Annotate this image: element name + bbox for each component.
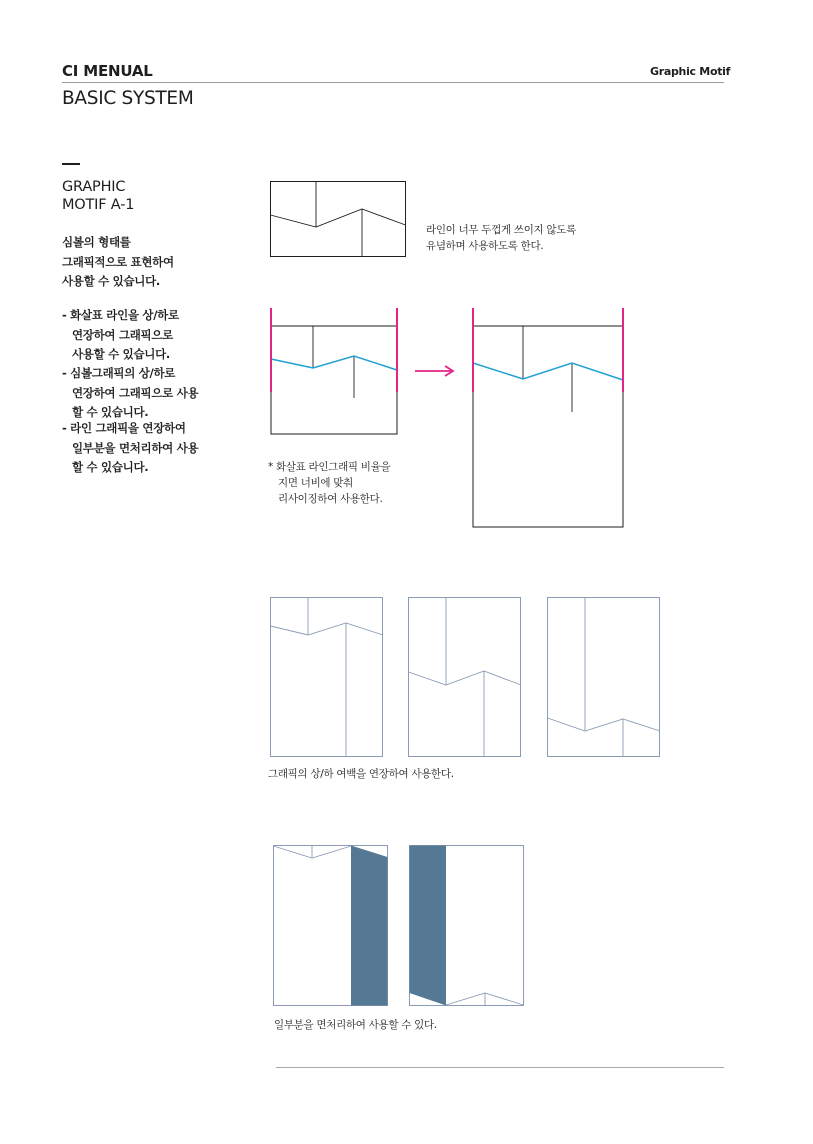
page-title: BASIC SYSTEM: [62, 88, 194, 109]
bullet-line: 할 수 있습니다.: [72, 405, 149, 419]
bullet-line: - 화살표 라인을 상/하로: [62, 308, 179, 322]
intro-line: 심볼의 형태를: [62, 235, 131, 249]
motif-resize-small-figure: [266, 306, 402, 436]
section-dash: [62, 163, 80, 165]
bullet-line: 할 수 있습니다.: [72, 460, 149, 474]
bullet-line: 연장하여 그래픽으로 사용: [72, 385, 199, 400]
intro-text: [62, 233, 174, 292]
header-divider: [62, 82, 724, 83]
intro-line: 그래픽적으로 표현하여: [62, 254, 174, 269]
motif-fill-figure-right: [273, 845, 389, 1007]
right-arrow-icon: [412, 362, 458, 380]
footer-divider: [276, 1067, 724, 1068]
motif-extend-figure-top: [270, 597, 384, 758]
motif-extend-figure-bottom: [547, 597, 661, 758]
bullet-item: [62, 306, 179, 365]
motif-title-line: GRAPHIC: [62, 179, 126, 195]
bullet-item: [62, 364, 198, 423]
brand-title: CI MENUAL: [62, 62, 153, 80]
motif-basic-figure: [270, 181, 406, 257]
line-weight-note: [426, 222, 576, 254]
note-line: * 화살표 라인그래픽 비율을: [268, 461, 391, 473]
bullet-item: [62, 419, 198, 478]
intro-line: 사용할 수 있습니다.: [62, 274, 160, 288]
motif-title-line: MOTIF A-1: [62, 197, 135, 213]
note-line: 라인이 너무 두껍게 쓰이지 않도록: [426, 224, 576, 236]
motif-fill-figure-left: [409, 845, 525, 1007]
fill-caption: 일부분을 면처리하여 사용할 수 있다.: [274, 1019, 437, 1031]
bullet-line: 사용할 수 있습니다.: [72, 347, 170, 361]
note-line: 리사이징하여 사용한다.: [278, 493, 383, 505]
motif-extend-figure-middle: [408, 597, 522, 758]
extend-caption: 그래픽의 상/하 여백을 연장하여 사용한다.: [268, 768, 454, 780]
bullet-line: 일부분을 면처리하여 사용: [72, 440, 199, 455]
note-line: 지면 너비에 맞춰: [278, 477, 353, 489]
motif-title: [62, 178, 134, 214]
bullet-line: - 라인 그래픽을 연장하여: [62, 421, 186, 435]
motif-resize-large-figure: [468, 306, 628, 530]
bullet-line: - 심볼그래픽의 상/하로: [62, 366, 176, 380]
resize-note: [268, 459, 390, 507]
section-label: Graphic Motif: [650, 65, 731, 78]
bullet-line: 연장하여 그래픽으로: [72, 327, 173, 342]
note-line: 유념하며 사용하도록 한다.: [426, 240, 544, 252]
